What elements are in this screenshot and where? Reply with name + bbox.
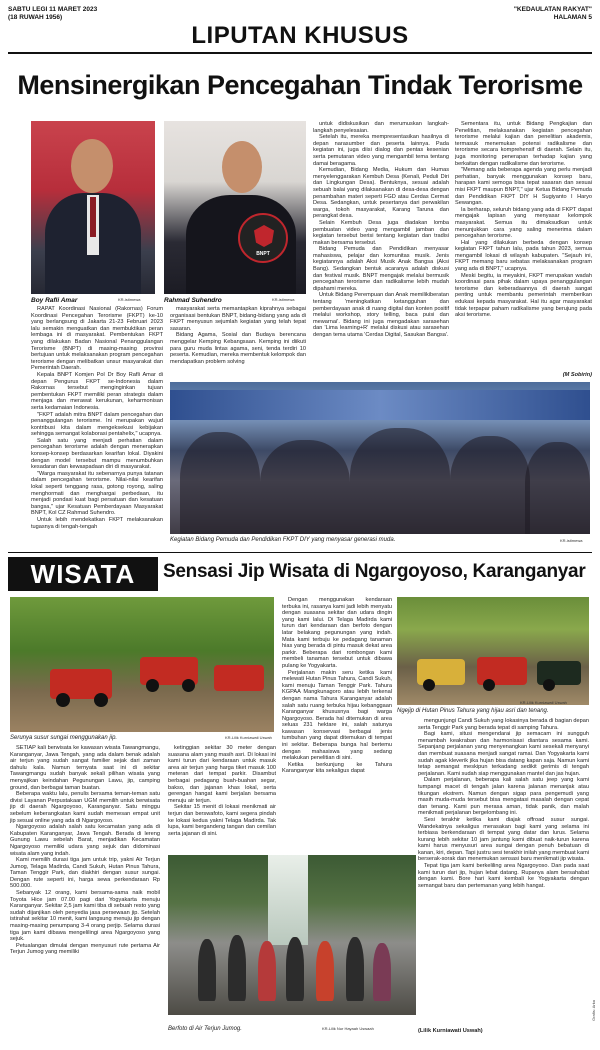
meeting-credit: KR-istimewa [560, 538, 583, 543]
header-publication-block [514, 6, 592, 22]
paragraph: Salah satu yang menjadi perhatian dalam pencegahan terorisme adalah dengan menerapkan konsep-konsep berdasarkan kearifan lokal. Diyakini dengan model tersebut mampu menumbuhkan kesadaran dan kewaspadaan diri di masyarakat. [31, 437, 163, 471]
paragraph: Petualangan dimulai dengan menyusuri rute pertama Air Terjun Jumog yang memiliki [10, 942, 160, 956]
photo3-credit: KR-Lilik Nur Hayaah Uswaah [322, 1026, 374, 1031]
paragraph: "Memang ada beberapa agenda yang perlu menjadi perhatian, banyak menggunakan konsep baru, harapan kami semoga bisa tepat sasaran dan sesuai misi FKPT maupun BNPT," ujar Ketua Bidang Pemuda dan Pendidikan FKPT DIY H Sugiyanto I Haryo Sewangan. [455, 167, 592, 207]
paragraph: Bagi kami, situsi mengendarai jip semacam ini sungguh menambah keakraban dan harmonisasi diantara sesama kami. Sepanjang perjalanan yang menyenangkan kami sesekali menyanyi dan membuat suasana menjadi sangat ramai. Dan Yogyakarta kami sudah agak kleverik jika hujan bisa datang kapan saja. Namun kami tetap semangat meskipun terkadang sedikit gerimis di tengah perjalanan. Kami sudah siap menggunakan mantel dan jas hujan. [418, 731, 589, 777]
article1-column-1 [31, 306, 163, 530]
paragraph: mengunjungi Candi Sukuh yang lokasinya berada di bagian depan serta Tenggir Park yang berada tepat di samping Tahura. [418, 718, 589, 731]
crowd-shape [260, 440, 350, 534]
jeep-river-photo [10, 597, 274, 732]
waterfall-shape [268, 855, 308, 945]
paragraph: Kami memilih durasi tiga jam untuk trip, yakni Air Terjun Jumog, Telaga Madirda, Candi Sukuh, Hutan Pinus Tahura, Taman Tenggir Park, dan diakhiri dengan susur sungai. Dengan rute seperti ini, harga sewa perkendaraan Rp 500.000. [10, 857, 160, 890]
crowd-shape [525, 442, 590, 534]
header-page: HALAMAN 5 [553, 14, 592, 21]
bnpt-emblem-icon [238, 213, 288, 263]
face-shape [222, 141, 262, 193]
section-divider [8, 552, 592, 553]
wheel-shape [56, 693, 70, 707]
paragraph: Hal yang dilakukan berbeda dengan konsep kegiatan FKPT tahun lalu, pada tahun 2023, semua mengambil lokasi di wilayah kabupaten. "Sejauh ini, FKPT memang baru sebatas melaksanakan program yang ada di BNPT," ucapnya. [455, 239, 592, 273]
paragraph: Kepala BNPT Komjen Pol Dr Boy Rafli Amar di depan Pengurus FKPT se-Indonesia dalam Rakornas tersebut menginginkan tujuan pembentukan FKPT memiliki peran strategis dalam menjaga dan merawat kerukunan, keharmonisan serta kedamaian Indonesia. [31, 371, 163, 411]
paragraph: "FKPT adalah mitra BNPT dalam pencegahan dan penanggulangan terorisme. Ini merupakan wujud kontribusi kita dalam mengeksekusi kebijakan sehingga semangat kolaborasi pentahelix," ucapnya. [31, 411, 163, 438]
article1-column-4 [455, 121, 592, 371]
paragraph: masyarakat serta memantapkan kiprahnya sebagai organisasi bentukan BNPT, bidang-bidang yang ada di FKPT menyusun sejumlah kegiatan yang telah tepat sasaran. [170, 306, 306, 332]
paragraph: Bidang Agama, Sosial dan Budaya berencana menggelar Kemping Kebangsaan. Kemping ini diikuti para guru muda lintas agama, seni, tenda terdiri 10 peserta. Kemudian, mereka membentuk kelompok dan mendapatkan problem solving [170, 332, 306, 365]
portrait-boy-rafli-amar [31, 121, 155, 294]
paragraph: Ia berharap, seluruh bidang yang ada di FKPT dapat mengajak lapisan yang menyasar kelompok masyarakat. Semua itu dimaksudkan untuk menunjukkan cara yang saling menerima dalam pencegahan terorisme. [455, 206, 592, 240]
person-shape [346, 937, 364, 1001]
article1-column-2 [170, 306, 306, 378]
article2-column-1 [10, 745, 160, 1040]
portrait1-name: Boy Rafli Amar [31, 297, 78, 304]
article1-column-3 [313, 121, 449, 379]
paragraph: Sebanyak 12 orang, kami bersama-sama naik mobil Toyota Hice jam 07.00 pagi dari Yogyakarta menuju Karanganyar. Sekitar 2,5 jam kami tiba di sebuah resto yang sudah dijanjikan oleh penyedia jasa persewaan jip. Setelah istirahat sekitar 10 menit, kami langsung menuju jip dengan masing-masing penumpang 3-4 orang perjip. Selama durasi tiga jam kami dibawa mengelilingi area Ngargoyoso yang sejuk. [10, 890, 160, 943]
tie-shape [90, 197, 96, 237]
photo3-caption: Berfoto di Air Terjun Jumog. [168, 1026, 242, 1032]
crowd-shape [180, 432, 260, 534]
paragraph: Sesi terakhir ketika kami diajak offroad susur sungai. Wandekatnya sekaligus merasakan bagi kami yang selama ini terbiasa berkendaraan di tempat yang datar dan lurus. Selama kurang lebih sekitar 10 jam jantung kami dibuat naik-turun karena kami harus menyusuri area sungai dengan penuh bebatuan di kanan, kiri, depan. Tapi justru sesi terakhir inilah yang membuat kami berserak-sorak dan menemukan sensasi baru menikmati jip wisata. [418, 816, 589, 863]
paragraph: Sekitar 15 menit di lokasi menikmati air terjun dan berswafoto, kami segera pindah ke lokasi kedua yakni Telaga Madirda. Tak lupa, kami bergandeng tangan dan cemilan serta jajanan di sini. [168, 804, 276, 837]
paragraph: ketinggian sekitar 30 meter dengan suasana alam yang masih asri. Di lokasi ini kami turun dari kendaraan untuk masuk area air terjun yang harga tiket masuk 100 meteran dari tempat parkir. Disambut berbagai pedagang buah-buahan segar, bakso, dan jajanan khas lokal, serta gerengan hangat kami berjalan bersama menuju air terjun. [168, 745, 276, 804]
paragraph: Meski begitu, ia meyakini, FKPT merupakan wadah koordinasi para pihak dalam upaya penanggulangan terorisme dan keberadaannya di daerah sangat penting untuk membantu pemerintah memberikan edukasi kepada masyarakat. Hal itu agar masyarakat tidak terpapar paham radikalisme yang berujung pada aksi terorisme. [455, 272, 592, 319]
photo2-credit: KR-Lilik Kurniawati Uswah [520, 700, 567, 705]
person-shape [373, 943, 391, 1001]
meeting-photo [170, 382, 590, 534]
header-date: SABTU LEGI 11 MARET 2023 [8, 6, 98, 13]
waterfall-group-photo [168, 855, 416, 1015]
paragraph: untuk didiskusikan dan merumuskan langkah-langkah penyelesaian. [313, 121, 449, 134]
face-shape [71, 139, 113, 193]
photo1-credit: KR-Lilik Kurniawati Uswah [225, 735, 272, 740]
wheel-shape [483, 679, 495, 691]
paragraph: Tepat tiga jam kami berkeliling area Ngargoyoso. Dan pada saat kami turun dari jip, hujan lebat datang. Rupanya alam bersahabat dengan kami. Bore hari kami kembali ke Yogyakarta dengan semangat baru dan pertemanan yang lebih hangat. [418, 863, 589, 889]
portrait1-credit: KR-istimewa [118, 297, 141, 302]
crowd-shape [450, 436, 530, 534]
wheel-shape [146, 679, 159, 692]
paragraph: Setelah itu, mereka mempresentasikan hasilnya di depan narasumber dan peserta lainnya. Pada kegiatan ini, juga diisi dialog dan pentas kesenian serta pemutaran video yang mengambil tema tentang damai beragama. [313, 134, 449, 167]
article2-column-3 [282, 597, 392, 852]
paragraph: Selain Kembuh Desa juga diadakan lomba pembuatan video yang mengambil jamban dan kegiatan tersebut berisi tentang kegiatan dan tradisi makan bersama tersebut. [313, 219, 449, 246]
wheel-shape [94, 693, 108, 707]
paragraph: Dengan menggunakan kendaraan terbuka ini, rasanya kami jadi lebih menyatu dengan suasana sekitar dan udara dingin yang kami lalui. Di Telaga Madirda kami turun dari kendaraan dan berfoto dengan latar belakang pegunungan yang indah. Mata kami terbuju ke pedagang tanaman hias yang berada di pintu masuk dekat area parkir. Beberapa dari rombongan kami membeli tanaman tersebut untuk dibawa pulang ke Yogyakarta. [282, 597, 392, 669]
paragraph: Kemudian, Bidang Media, Hukum dan Humas menyelenggarakan Kembuh Desa (Kenali, Peduli Diri dan Lingkungan Desa). Bentuknya, sesuai adalah sebuah balai yang dilaksanakan di desa-desa dengan penambahan materi seperti FGD atau Cerdas Cermat Desa. Sedangkan, untuk pesertanya dari perwakilan warga, tokoh masyarakat, Karang Taruna dan perangkat desa. [313, 167, 449, 220]
portrait2-credit: KR-istimewa [272, 297, 295, 302]
side-credit: Grafis: Arka [591, 1000, 596, 1021]
paragraph: Untuk Bidang Perempuan dan Anak memilikiberatan tentang 'meningkatkan ketangguhan dan pemberdayaan anak di ruang digital dan konten positif melalui workshop, story telling, baca puisi dan mewarnai'. Bidang ini juga mengadakan sarasehan dan 'Lima learning+R' melalui diskusi atau sarasehan dengan tema utama 'Cerdas Digital, Sasukan Bangsa'. [313, 292, 449, 338]
photo2-caption: Ngejip di Hutan Pinus Tahura yang hijau asri dan tenang. [397, 708, 549, 714]
crowd-shape [350, 428, 450, 534]
portrait2-name: Rahmad Suhendro [164, 297, 222, 304]
shield-icon [254, 225, 274, 247]
photo1-caption: Serunya susur sungai menggunakan jip. [10, 735, 118, 741]
header-hijri: (18 RUWAH 1956) [8, 14, 63, 21]
person-shape [198, 939, 216, 1001]
paragraph: Beberapa waktu lalu, penulis bersama teman-teman satu divisi Layanan Perpustakaan UGM memilih untuk berwisata jip di daerah Ngargoyoso, Karanganyar. Satu minggu sebelum keberangkatan kami sudah memesan empat unit jip sesuai online yang ada di Ngargoyoso. [10, 791, 160, 824]
jeep-forest-photo [397, 597, 589, 705]
banner-shape [170, 390, 590, 420]
paragraph: RAPAT Koordinasi Nasional (Rakornas) Forum Koordinasi Pencegahan Terorisme (FKPT) ke-10 yang berlangsung di Jakarta 21-23 Februari 2023 lalu semakin menguatkan dan membuktikan peran lembaga ini di masyarakat. Pembentukan FKPT yang dilakukan Badan Nasional Penanggulangan Terorisme (BNPT) di masing-masing provinsi bertujuan untuk melaksanakan program pencegahan terorisme dengan melibatkan unsur masyarakat dan Pemerintah Daerah. [31, 306, 163, 372]
portrait-rahmad-suhendro [164, 121, 306, 294]
person-shape [286, 937, 304, 1001]
paragraph: "Warga masyarakat itu sebenarnya punya tatanan dalam pencegahan terorisme. Nilai-nilai kearifan lokal seperti tenggang rasa, gotong royong, saling menghormati dan menghargai perbedaan, itu menjadi pondasi kuat bagi persatuan dan kesatuan bangsa," ujar Kesatuan Pemberdayaan Masyarakat BNPT, Kol CZ Rahmad Suhendro. [31, 470, 163, 517]
article2-column-4 [418, 718, 589, 1028]
paragraph: Perjalanan makin seru ketika kami melewati Hutan Pinus Tahura, Candi Sukuh, kami menuju Taman Tenggir Park. Tahura KGPAA Mangkunagoro atau lebih terkenal dengan nama Tahura Karanganyar adalah salah satu ruang terbuka hijau kebanggaan Karanganyar khususnya bagi warga Ngargoyoso. Berada hal ditemukan di area seluas 231 hektare ini, salah satunya kawasan konservasi berbagai jenis tumbuhan yang dapat ditemukan di tempat ini sekitar. Beberapa bunga hal bertemu dengan mahasiswa yang sedang melakukan penelitian di sini. [282, 669, 392, 762]
paragraph: Ngargoyoso adalah salah satu kecamatan yang ada di Kabupaten Karanganyar, Jawa Tengah. Berada di lereng Gunung Lawu sebelah Barat, menjadikan Kecamatan Ngargoyoso memiliki udara yang sejuk dan didominasi wisata alam yang indah. [10, 824, 160, 857]
person-shape [316, 941, 334, 1001]
wisata-label: WISATA [8, 557, 158, 591]
wheel-shape [182, 679, 195, 692]
article1-byline: (M Sobirin) [562, 372, 592, 378]
paragraph: Ketika berkunjung ke Tahura Karanganyar kita sekaligus dapat [282, 761, 392, 775]
paragraph: SETIAP kali berwisata ke kawasan wisata Tawangmangu, Karanganyar, Jawa Tengah, yang ada dalam benak adalah air terjun yang sudah sangat familier sejak dari zaman dahulu kala. Namun ternyata saat ini di sekitar Tawangmangu sudah banyak sekali pilihan wisata yang menyajikan keindahan Pegunungan Lawu, jip, camping ground, dan berbagai taman buatan. [10, 745, 160, 791]
paragraph: Sementara itu, untuk Bidang Pengkajian dan Penelitian, melaksanakan kegiatan pencegahan terorisme melalui kajian dan penelitian akademis, termasuk menemukan potensi radikalisme dan terorisme secara komprehensif di daerah. Selain itu, juga monitoring penerapan terhadap kajian yang berkaitan dengan radikalisme dan terorisme. [455, 121, 592, 167]
paragraph: Bidang Pemuda dan Pendidikan menyasar mahasiswa, pelajar dan komunitas musik. Jenis kegiatannya adalah Aksi Musik Anak Bangsa (Aksi Bang). Sedangkan bentuk acaranya adalah diskusi dan festival musik. BNPT mengajak melalui bermusik pencegahan terorisme dan radikalisme lebih mudah dipahami mereka. [313, 246, 449, 292]
paragraph: Dalam perjalanan, beberapa kali salah satu jeep yang kami tumpangi macet di tengah jalan karena jalanan menanjak atau tikungan ekstrem. Namun dengan sigap para pengemudi yang masih muda-muda tersebut bisa mengatasi masalah dengan cepat dan tenang. Kami pun merasa aman, tidak panik, dan malah menikmati perjalanan bergelombang ini. [418, 777, 589, 817]
header-rule [8, 52, 592, 54]
person-shape [258, 941, 276, 1001]
person-shape [228, 935, 246, 1001]
article2-column-2 [168, 745, 276, 845]
wheel-shape [543, 679, 555, 691]
header-date-block [8, 6, 97, 22]
paragraph: Untuk lebih mendekatkan FKPT melaksanakan tugasnya di tengah-tengah [31, 517, 163, 530]
jeep-shape [214, 665, 264, 691]
wheel-shape [423, 679, 435, 691]
emblem-label: BNPT [256, 251, 270, 257]
article1-headline: Mensinergikan Pencegahan Tindak Terorisme [17, 70, 583, 100]
section-title: LIPUTAN KHUSUS [191, 22, 409, 49]
article2-byline: (Lilik Kurniawati Uswah) [418, 1028, 483, 1034]
meeting-caption: Kegiatan Bidang Pemuda dan Pendidikan FKPT DIY yang menyasar generasi muda. [170, 537, 396, 543]
header-publication: "KEDAULATAN RAKYAT" [513, 6, 592, 13]
article2-headline: Sensasi Jip Wisata di Ngargoyoso, Karanganyar [163, 561, 586, 582]
